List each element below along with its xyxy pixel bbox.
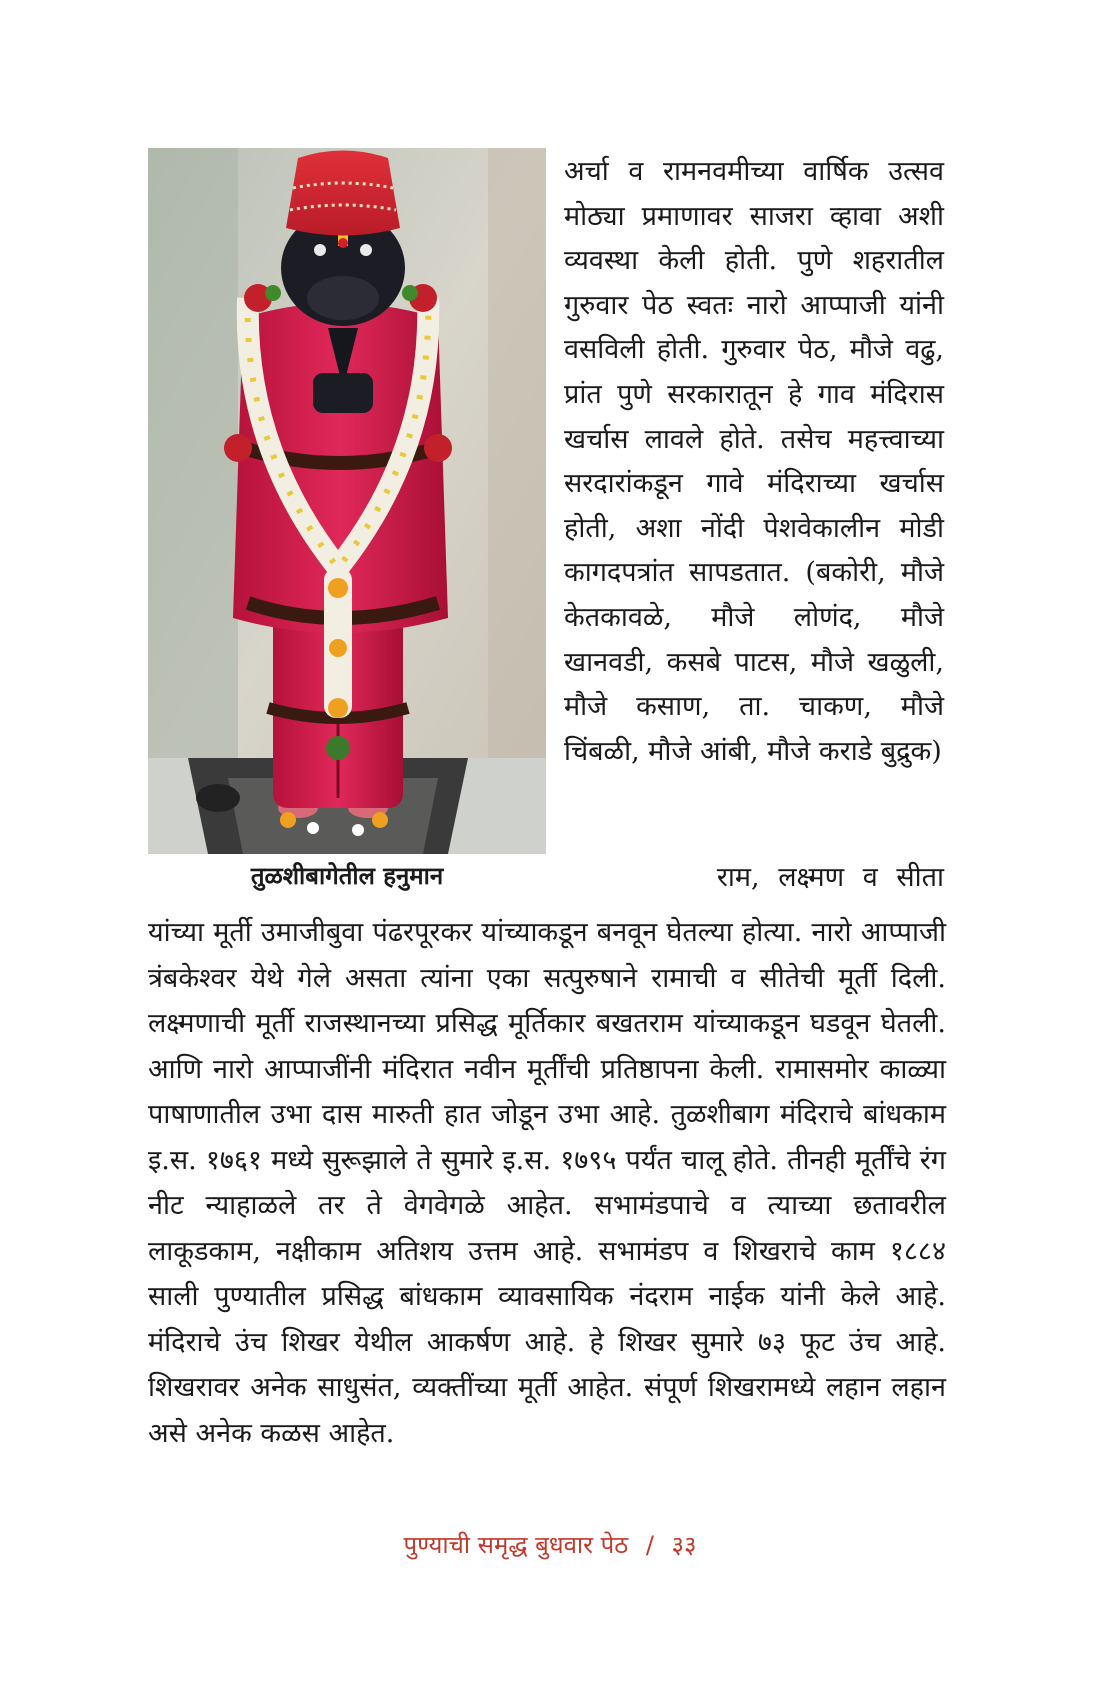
body-paragraph [148, 910, 946, 1456]
footer-book-title: पुण्याची समृद्ध बुधवार पेठ [403, 1531, 629, 1559]
page-number: ३३ [671, 1531, 697, 1559]
footer-separator: / [645, 1531, 654, 1559]
photo-caption: तुळशीबागेतील हनुमान [250, 862, 444, 890]
hanuman-idol-photo [148, 148, 546, 854]
side-paragraph [564, 150, 944, 774]
side-continuation: राम, लक्ष्मण व सीता [716, 862, 944, 893]
side-paragraph-text: अर्चा व रामनवमीच्या वार्षिक उत्सव मोठ्या प्रमाणावर साजरा व्हावा अशी व्यवस्था केली होती. पुणे शहरातील गुरुवार पेठ स्वतः नारो आप्पाजी यांनी वसविली होती. गुरुवार पेठ, मौजे वढु, प्रांत पुणे सरकारातून हे गाव मंदिरास खर्चास लावले होते. तसेच महत्त्वाच्या सरदारांकडून गावे मंदिराच्या खर्चास होती, अशा नोंदी पेशवेकालीन मोडी कागदपत्रांत सापडतात. (बकोरी, मौजे केतकावळे, मौजे लोणंद, मौजे खानवडी, कसबे पाटस, मौजे खळुली, मौजे कसाण, ता. चाकण, मौजे चिंबळी, मौजे आंबी, मौजे कराडे बुद्रुक) [564, 156, 944, 767]
body-paragraph-text: यांच्या मूर्ती उमाजीबुवा पंढरपूरकर यांच्याकडून बनवून घेतल्या होत्या. नारो आप्पाजी त्रंबकेश्वर येथे गेले असता त्यांना एका सत्पुरुषाने रामाची व सीतेची मूर्ती दिली. लक्ष्मणाची मूर्ती राजस्थानच्या प्रसिद्ध मूर्तिकार बखतराम यांच्याकडून घडवून घेतली. आणि नारो आप्पाजींनी मंदिरात नवीन मूर्तींची प्रतिष्ठापना केली. रामासमोर काळ्या पाषाणातील उभा दास मारुती हात जोडून उभा आहे. तुळशीबाग मंदिराचे बांधकाम इ.स. १७६१ मध्ये सुरूझाले ते सुमारे इ.स. १७९५ पर्यंत चालू होते. तीनही मूर्तींचे रंग नीट न्याहाळले तर ते वेगवेगळे आहेत. सभामंडपाचे व त्याच्या छतावरील लाकूडकाम, नक्षीकाम अतिशय उत्तम आहे. सभामंडप व शिखराचे काम १८८४ साली पुण्यातील प्रसिद्ध बांधकाम व्यावसायिक नंदराम नाईक यांनी केले आहे. मंदिराचे उंच शिखर येथील आकर्षण आहे. हे शिखर सुमारे ७३ फूट उंच आहे. शिखरावर अनेक साधुसंत, व्यक्तींच्या मूर्ती आहेत. संपूर्ण शिखरामध्ये लहान लहान असे अनेक कळस आहेत. [148, 917, 946, 1449]
page-footer [0, 1528, 1100, 1561]
